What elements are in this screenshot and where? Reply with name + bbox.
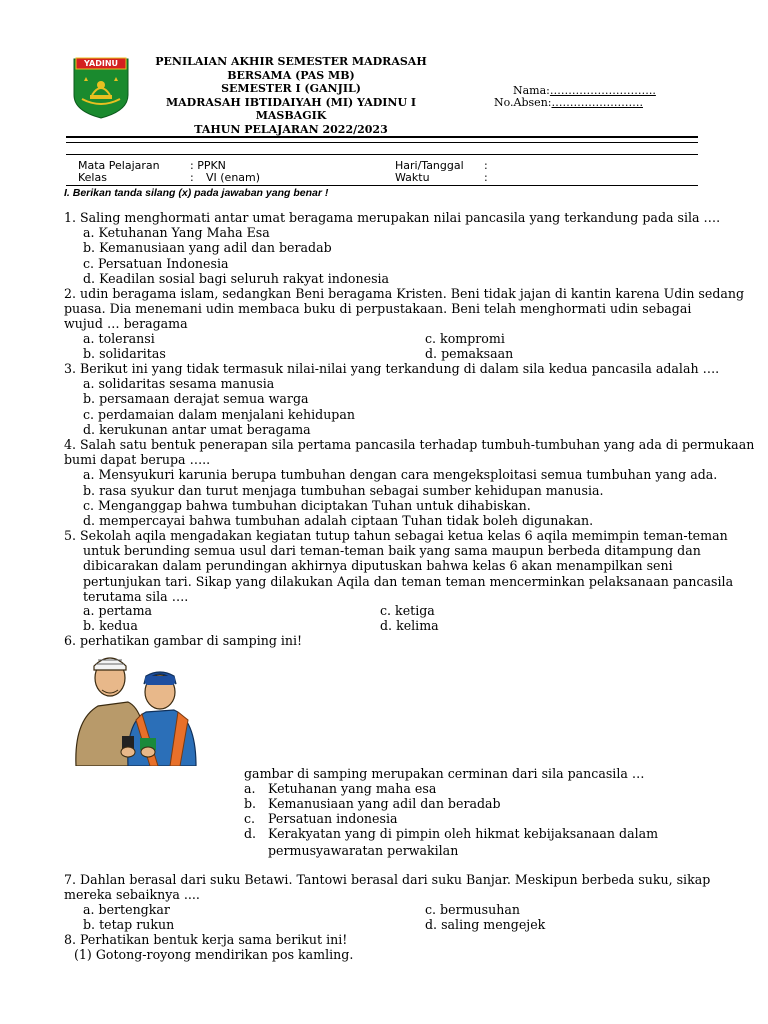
- meta-divider-top: [66, 154, 698, 155]
- question-stem: 2. udin beragama islam, sedangkan Beni beragama Kristen. Beni tidak jajan di kantin karena Udin sedang: [64, 286, 745, 301]
- question-stem: bumi dapat berupa …..: [64, 452, 211, 468]
- option[interactable]: b. rasa syukur dan turut menjaga tumbuhan sebagai sumber kehidupan manusia.: [83, 482, 604, 498]
- school-logo: [72, 55, 130, 119]
- option-letter: a.: [244, 781, 256, 796]
- option[interactable]: d. Keadilan sosial bagi seluruh rakyat indonesia: [83, 270, 390, 286]
- question-stem: terutama sila ….: [83, 588, 189, 604]
- question-stem: pertunjukan tari. Sikap yang dilakukan Aqila dan teman teman mencerminkan pelaksanaan pancasila: [83, 573, 734, 589]
- waktu-colon: :: [484, 171, 488, 184]
- option[interactable]: b. persamaan derajat semua warga: [83, 391, 309, 407]
- option[interactable]: b. tetap rukun: [83, 917, 175, 932]
- option[interactable]: c. Menganggap bahwa tumbuhan diciptakan Tuhan untuk dihabiskan.: [83, 497, 531, 513]
- mapel-label: Mata Pelajaran: [78, 159, 160, 172]
- option[interactable]: a. pertama: [83, 603, 153, 618]
- waktu-label: Waktu: [395, 171, 430, 184]
- question-stem: puasa. Dia menemani udin membaca buku di perpustakaan. Beni telah menghormati udin sebagai: [64, 301, 692, 317]
- question-stem: 5. Sekolah aqila mengadakan kegiatan tutup tahun sebagai ketua kelas 6 aqila memimpin teman-teman: [64, 528, 728, 543]
- title-line: BERSAMA (PAS MB): [227, 68, 355, 82]
- option[interactable]: c. perdamaian dalam menjalani kehidupan: [83, 406, 355, 422]
- option[interactable]: b. kedua: [83, 618, 138, 633]
- kelas-value: VI (enam): [206, 171, 261, 184]
- illustration-two-muslim-men: [70, 650, 200, 766]
- option-text: Kerakyatan yang di pimpin oleh hikmat kebijaksanaan dalam: [268, 826, 659, 841]
- option[interactable]: a. solidaritas sesama manusia: [83, 376, 275, 392]
- option[interactable]: d. kelima: [380, 618, 439, 633]
- header-divider-thick: [66, 136, 698, 138]
- mapel-value: : PPKN: [190, 159, 226, 172]
- logo-text: YADINU: [83, 59, 119, 68]
- kelas-label: Kelas: [78, 171, 107, 184]
- absen-field[interactable]: [494, 96, 643, 109]
- option[interactable]: d. kerukunan antar umat beragama: [83, 421, 311, 437]
- option[interactable]: [244, 781, 436, 796]
- question-3: [64, 361, 720, 437]
- title-line: MADRASAH IBTIDAIYAH (MI) YADINU I: [165, 95, 417, 109]
- option[interactable]: a. toleransi: [83, 331, 155, 346]
- option[interactable]: a. Ketuhanan Yang Maha Esa: [83, 225, 270, 241]
- option-text: Kemanusiaan yang adil dan beradab: [268, 796, 501, 811]
- option-text: Persatuan indonesia: [268, 811, 398, 826]
- option-letter: b.: [244, 796, 257, 811]
- option[interactable]: b. Kemanusiaan yang adil dan beradab: [83, 240, 332, 256]
- option[interactable]: [244, 811, 398, 826]
- option[interactable]: b. solidaritas: [83, 346, 166, 361]
- question-2: [64, 286, 745, 332]
- title-line: PENILAIAN AKHIR SEMESTER MADRASAH: [155, 55, 427, 68]
- absen-label: No.Absen:: [494, 96, 552, 109]
- question-stem: untuk berunding semua usul dari teman-teman baik yang sama maupun berbeda ditampung dan: [83, 543, 701, 559]
- nama-blank: ………………………..: [549, 84, 656, 97]
- option-continuation: permusyawaratan perwakilan: [268, 843, 459, 858]
- exam-title: [150, 55, 432, 137]
- question-stem: 1. Saling menghormati antar umat beragama merupakan nilai pancasila yang terkandung pada sila ….: [64, 210, 721, 225]
- question-5: [64, 528, 734, 604]
- list-item: (1) Gotong-royong mendirikan pos kamling.: [74, 947, 354, 962]
- question-stem: gambar di samping merupakan cerminan dari sila pancasila …: [244, 766, 645, 781]
- title-line: SEMESTER I (GANJIL): [221, 82, 361, 96]
- nama-label: Nama:: [513, 84, 550, 97]
- question-stem: mereka sebaiknya ....: [64, 887, 200, 903]
- option-letter: c.: [244, 811, 256, 826]
- option[interactable]: c. bermusuhan: [425, 902, 520, 917]
- question-stem: 7. Dahlan berasal dari suku Betawi. Tantowi berasal dari suku Banjar. Meskipun berbeda suku, sikap: [64, 872, 711, 887]
- title-line: MASBAGIK: [255, 109, 327, 123]
- question-4: [64, 437, 755, 529]
- option[interactable]: d. mempercayai bahwa tumbuhan adalah ciptaan Tuhan tidak boleh digunakan.: [83, 513, 594, 529]
- hari-colon: :: [484, 159, 488, 172]
- option-text: Ketuhanan yang maha esa: [268, 781, 437, 796]
- question-stem: dibicarakan dalam perundingan akhirnya diputuskan bahwa kelas 6 akan menampilkan seni: [83, 558, 673, 574]
- hari-label: Hari/Tanggal: [395, 159, 464, 172]
- question-stem: 6. perhatikan gambar di samping ini!: [64, 633, 303, 648]
- option[interactable]: c. Persatuan Indonesia: [83, 255, 229, 271]
- question-stem: 8. Perhatikan bentuk kerja sama berikut ini!: [64, 932, 348, 947]
- title-line: TAHUN PELAJARAN 2022/2023: [194, 122, 388, 136]
- option[interactable]: d. pemaksaan: [425, 346, 514, 361]
- question-stem: 4. Salah satu bentuk penerapan sila pertama pancasila terhadap tumbuh-tumbuhan yang ada di permukaan: [64, 437, 755, 452]
- question-7: [64, 872, 714, 902]
- question-stem: 3. Berikut ini yang tidak termasuk nilai-nilai yang terkandung di dalam sila kedua pancasila adalah ….: [64, 361, 720, 376]
- question-stem: wujud … beragama: [64, 316, 188, 332]
- option[interactable]: [244, 796, 501, 811]
- option-letter: d.: [244, 826, 257, 841]
- option[interactable]: a. bertengkar: [83, 902, 170, 917]
- option[interactable]: d. saling mengejek: [425, 917, 546, 932]
- instruction: I. Berikan tanda silang (x) pada jawaban yang benar !: [64, 187, 329, 199]
- option[interactable]: [244, 826, 658, 841]
- option[interactable]: c. kompromi: [425, 331, 505, 346]
- question-1: [64, 210, 721, 286]
- option[interactable]: c. ketiga: [380, 603, 435, 618]
- meta-divider-bottom: [66, 185, 698, 186]
- absen-blank: …………………….: [551, 96, 643, 109]
- option[interactable]: a. Mensyukuri karunia berupa tumbuhan dengan cara mengeksploitasi semua tumbuhan yang ada.: [83, 467, 718, 483]
- header-divider-thin: [66, 142, 698, 143]
- kelas-colon: :: [190, 171, 194, 184]
